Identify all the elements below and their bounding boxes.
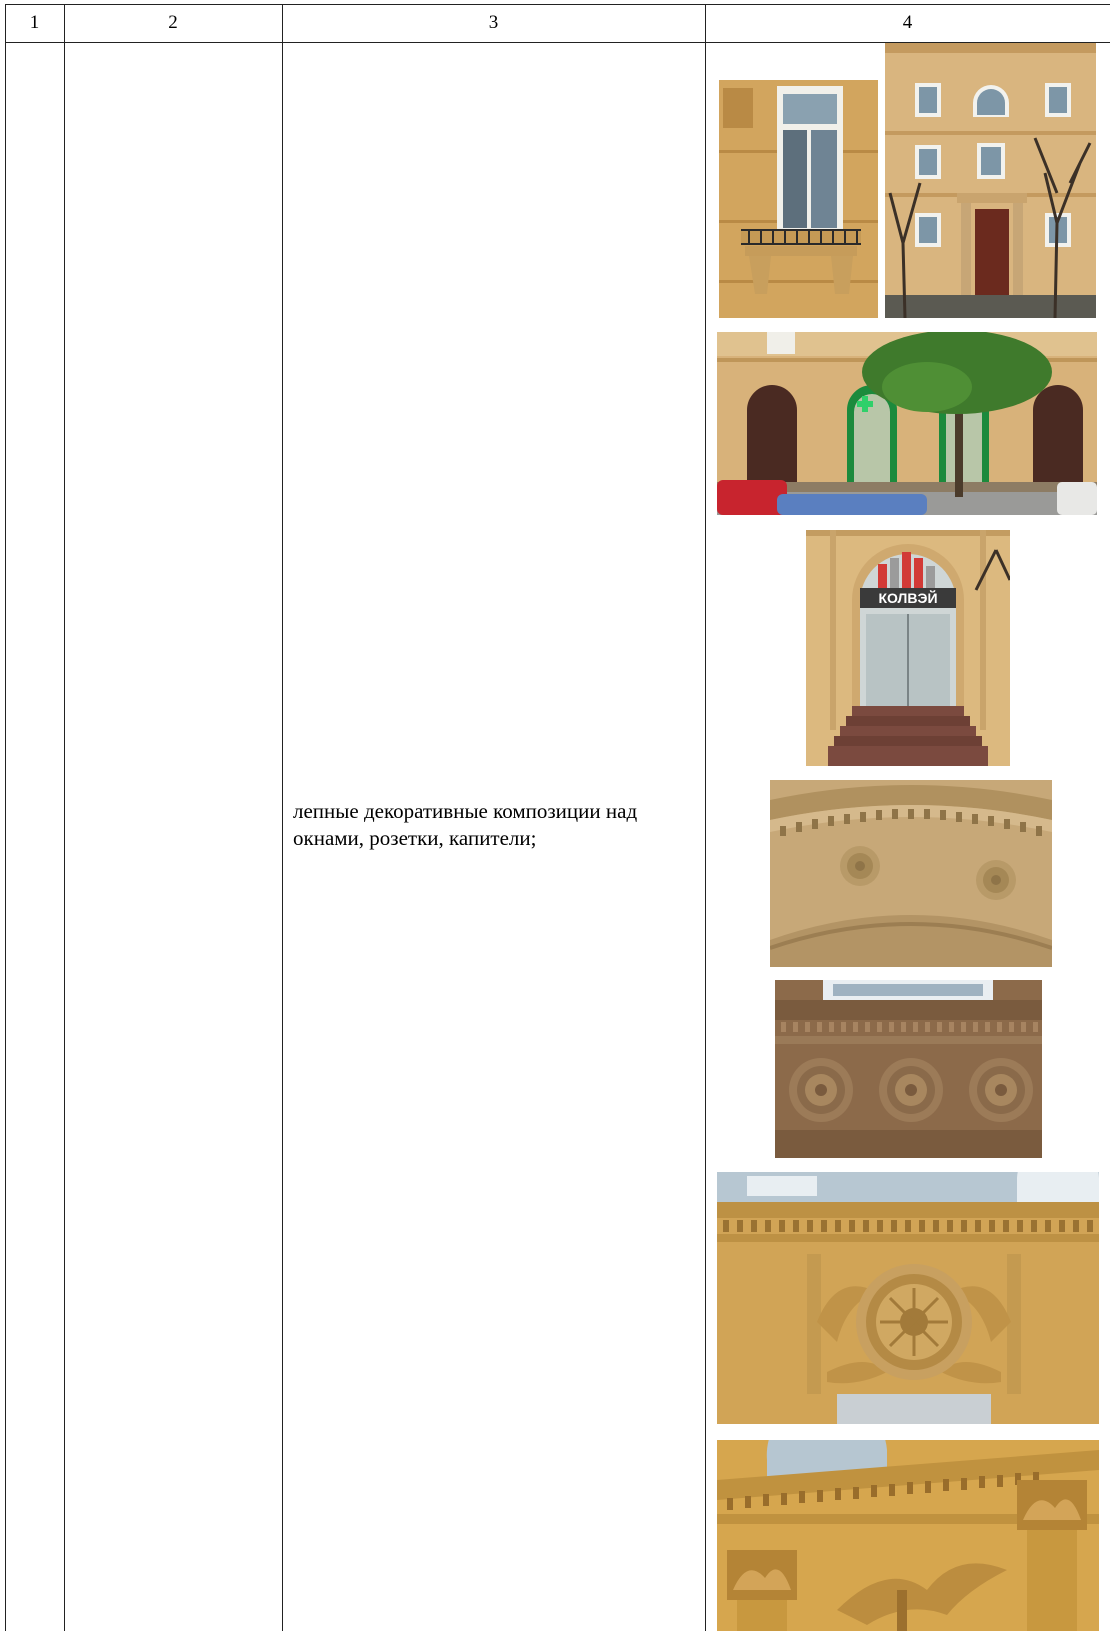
photo-capitals-cornice (717, 1440, 1099, 1631)
photo-storefronts (717, 332, 1097, 515)
header-cell-4: 4 (902, 12, 913, 33)
column-divider-3 (705, 4, 706, 1631)
column-divider-2 (282, 4, 283, 1631)
table-left-border (5, 4, 6, 1631)
header-cell-2: 2 (168, 12, 178, 33)
storefront-sign-text: КОЛВЭЙ (878, 590, 938, 606)
photo-arched-entrance (806, 530, 1010, 766)
photo-cornice-rosettes (770, 780, 1052, 967)
column-divider-1 (64, 4, 65, 1631)
header-cell-3: 3 (488, 12, 499, 33)
photo-building-facade (885, 43, 1096, 318)
photo-window-balcony (719, 80, 878, 318)
photo-frieze-rosettes (775, 980, 1042, 1158)
header-cell-1: 1 (29, 12, 40, 33)
photo-stucco-composition (717, 1172, 1099, 1424)
row-description: лепные декоративные композиции над окнами, розетки, капители; (293, 799, 638, 850)
